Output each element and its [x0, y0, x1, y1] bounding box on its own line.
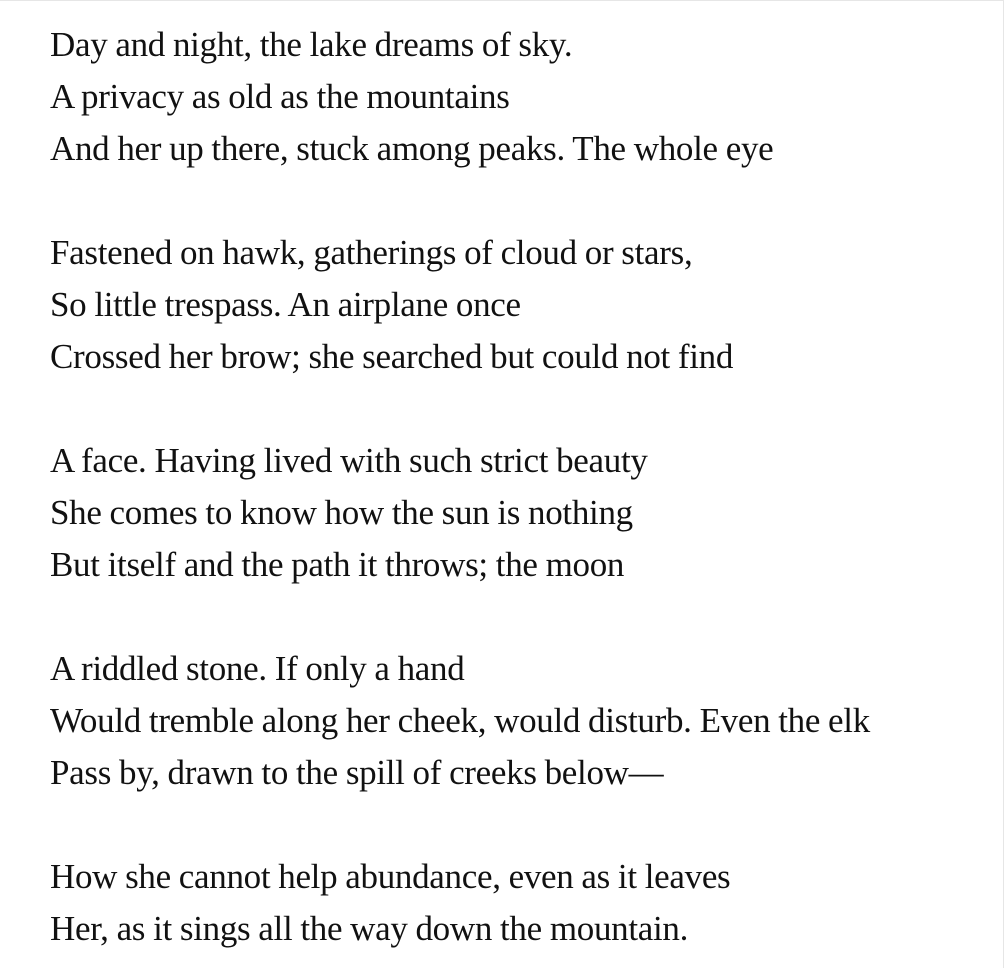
poem-line: She comes to know how the sun is nothing: [50, 493, 633, 532]
poem-line: Would tremble along her cheek, would disturb. Even the elk: [50, 701, 870, 740]
poem-line: Her, as it sings all the way down the mountain.: [50, 909, 689, 948]
poem-line: So little trespass. An airplane once: [50, 285, 521, 324]
poem-line: A face. Having lived with such strict beauty: [50, 441, 648, 480]
poem-line: And her up there, stuck among peaks. The whole eye: [50, 129, 774, 168]
poem-line: Crossed her brow; she searched but could not find: [50, 337, 734, 376]
stanza-4: [50, 643, 870, 799]
stanza-3: [50, 435, 870, 591]
poem-line: How she cannot help abundance, even as it leaves: [50, 857, 731, 896]
poem-line: A privacy as old as the mountains: [50, 77, 510, 116]
poem-body: [50, 19, 870, 955]
stanza-1: [50, 19, 870, 175]
poem-line: Day and night, the lake dreams of sky.: [50, 25, 573, 64]
poem-line: But itself and the path it throws; the moon: [50, 545, 625, 584]
stanza-2: [50, 227, 870, 383]
poem-line: A riddled stone. If only a hand: [50, 649, 465, 688]
poem-line: Pass by, drawn to the spill of creeks below—: [50, 753, 664, 792]
stanza-5: [50, 851, 870, 955]
poem-line: Fastened on hawk, gatherings of cloud or stars,: [50, 233, 693, 272]
